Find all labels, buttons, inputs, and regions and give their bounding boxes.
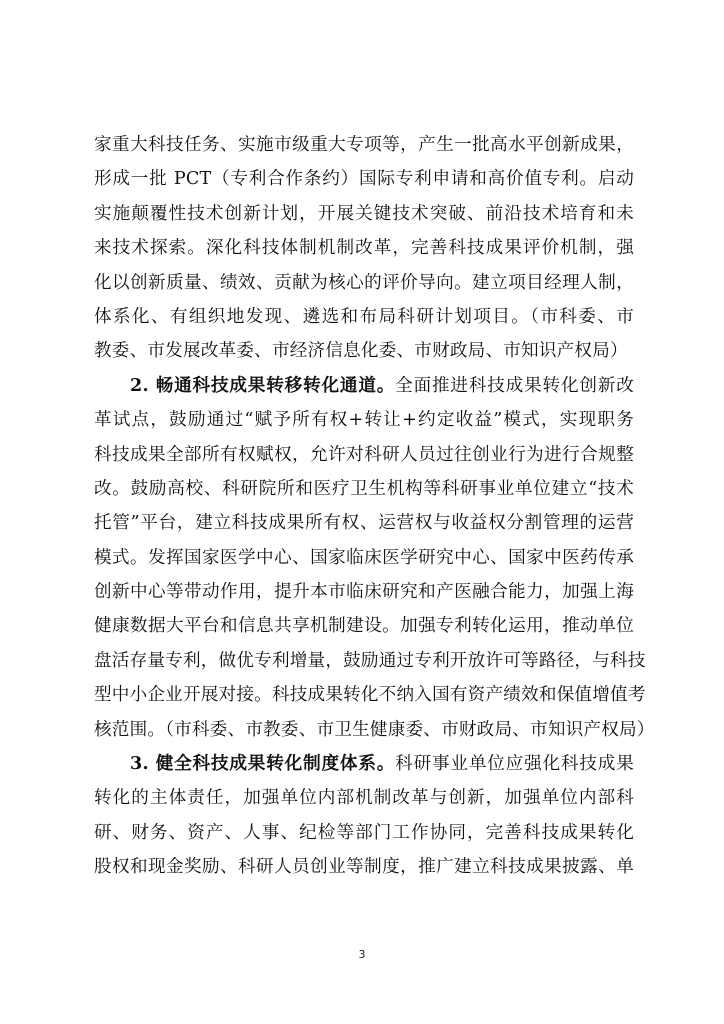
section-2-first-line xyxy=(94,369,634,403)
text-line: 改。鼓励高校、科研院所和医疗卫生机构等科研事业单位建立“技术 xyxy=(94,478,634,499)
text-line: 股权和现金奖励、科研人员创业等制度，推广建立科技成果披露、单 xyxy=(94,857,634,878)
text-line: 体系化、有组织地发现、遴选和布局科研计划项目。（市科委、市 xyxy=(94,306,634,327)
section-3-first-line xyxy=(94,747,634,781)
text-line: 盘活存量专利，做优专利增量，鼓励通过专利开放许可等路径，与科技 xyxy=(94,650,646,671)
text-line: 核范围。（市科委、市教委、市卫生健康委、市财政局、市知识产权局） xyxy=(94,719,655,740)
page-number: 3 xyxy=(358,948,366,961)
text-line: 转化的主体责任，加强单位内部机制改革与创新，加强单位内部科 xyxy=(94,788,634,809)
text-line: 创新中心等带动作用，提升本市临床研究和产医融合能力，加强上海 xyxy=(94,582,634,603)
text-line: 革试点，鼓励通过“赋予所有权+转让+约定收益”模式，实现职务 xyxy=(94,410,634,431)
body-text xyxy=(94,128,655,885)
text-line: 模式。发挥国家医学中心、国家临床医学研究中心、国家中医药传承 xyxy=(94,547,634,568)
text-line: 家重大科技任务、实施市级重大专项等，产生一批高水平创新成果， xyxy=(94,135,634,155)
section-3-heading: 3. 健全科技成果转化制度体系。 xyxy=(130,753,396,775)
text-line: 教委、市发展改革委、市经济信息化委、市财政局、市知识产权局） xyxy=(94,341,628,362)
text-line: 型中小企业开展对接。科技成果转化不纳入国有资产绩效和保值增值考 xyxy=(94,685,646,706)
text-line: 研、财务、资产、人事、纪检等部门工作协同，完善科技成果转化 xyxy=(94,822,634,843)
text-line: 托管”平台，建立科技成果所有权、运营权与收益权分割管理的运营 xyxy=(94,513,634,534)
text-line: 科技成果全部所有权赋权，允许对科研人员过往创业行为进行合规整 xyxy=(94,444,634,465)
section-3-intro-text: 科研事业单位应强化科技成果 xyxy=(395,754,634,775)
section-2-heading: 2. 畅通科技成果转移转化通道。 xyxy=(130,374,396,396)
section-2-intro-text: 全面推进科技成果转化创新改 xyxy=(395,375,634,396)
text-line: 健康数据大平台和信息共享机制建设。加强专利转化运用，推动单位 xyxy=(94,616,634,637)
text-line: 形成一批 PCT（专利合作条约）国际专利申请和高价值专利。启动 xyxy=(94,169,634,190)
text-line: 来技术探索。深化科技体制机制改革，完善科技成果评价机制，强 xyxy=(94,238,634,259)
text-line: 化以创新质量、绩效、贡献为核心的评价导向。建立项目经理人制， xyxy=(94,272,634,293)
text-line: 实施颠覆性技术创新计划，开展关键技术突破、前沿技术培育和未 xyxy=(94,203,634,224)
